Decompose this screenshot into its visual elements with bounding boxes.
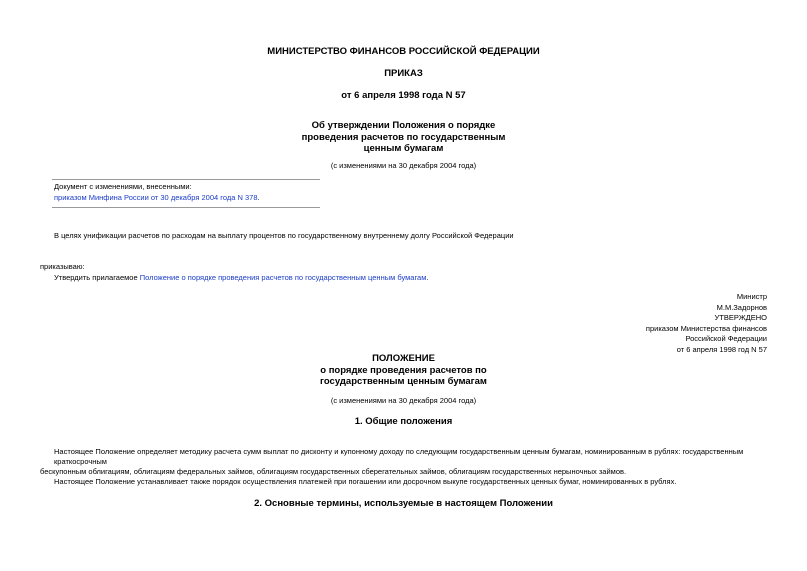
paragraph-line: Настоящее Положение определяет методику расчета сумм выплат по дисконту и купонному доходу по следующим государственным ценным бумагам, номинированным в рублях: государственным краткосрочным [54, 447, 744, 466]
order-title [0, 120, 807, 155]
signature-block [646, 292, 767, 355]
ministry-heading: МИНИСТЕРСТВО ФИНАНСОВ РОССИЙСКОЙ ФЕДЕРАЦИИ [267, 46, 540, 57]
order-title-line: ценным бумагам [363, 143, 444, 154]
regulation-title [0, 353, 807, 388]
approval-line: Российской Федерации [685, 334, 767, 343]
approval-line: приказом Министерства финансов [645, 323, 767, 333]
section-1-heading: 1. Общие положения [354, 416, 453, 427]
order-title-line: Об утверждении Положения о порядке [311, 120, 496, 131]
regulation-link[interactable]: Положение о порядке проведения расчетов по государственным ценным бумагам [139, 273, 427, 282]
intro-paragraph: В целях унификации расчетов по расходам на выплату процентов по государственному внутреннему долгу Российской Федерации [54, 231, 514, 240]
order-word: приказываю: [40, 262, 85, 271]
order-date-number: от 6 апреля 1998 года N 57 [341, 90, 466, 101]
changes-note: (с изменениями на 30 декабря 2004 года) [330, 161, 477, 170]
section-1-paragraph-2: Настоящее Положение устанавливает также порядок осуществления платежей при погашении или досрочном выкупе государственных ценных бумаг, номинированных в рублях. [54, 477, 677, 486]
amendments-label: Документ с изменениями, внесенными: [54, 182, 192, 191]
amendments-link-end: . [257, 193, 260, 202]
order-title-line: проведения расчетов по государственным [301, 131, 506, 143]
regulation-title-line: о порядке проведения расчетов по [320, 364, 487, 376]
signer-name: М.М.Задорнов [716, 302, 767, 312]
amendment-order-link[interactable]: приказом Минфина России от 30 декабря 2004 года N 378 [54, 193, 258, 202]
section-2-heading: 2. Основные термины, используемые в настоящем Положении [254, 498, 553, 509]
document-type: ПРИКАЗ [384, 68, 423, 79]
paragraph-line: бескупонным облигациям, облигациям федеральных займов, облигациям государственных сберегательных займов, облигациям государственных нерыночных займов. [40, 467, 627, 476]
regulation-changes-note: (с изменениями на 30 декабря 2004 года) [330, 396, 477, 405]
approve-suffix: . [426, 273, 429, 282]
approval-line: от 6 апреля 1998 год N 57 [676, 344, 767, 354]
amendments-link-line [54, 193, 260, 203]
signer-position: Министр [736, 292, 767, 301]
approve-paragraph [54, 273, 428, 283]
section-1-paragraph-1 [40, 447, 780, 477]
approval-line: УТВЕРЖДЕНО [714, 313, 767, 322]
regulation-title-line: государственным ценным бумагам [320, 376, 487, 387]
regulation-title-line: ПОЛОЖЕНИЕ [372, 353, 435, 364]
divider-bottom [52, 207, 320, 208]
approve-prefix: Утвердить прилагаемое [54, 273, 140, 282]
divider-top [52, 179, 320, 180]
